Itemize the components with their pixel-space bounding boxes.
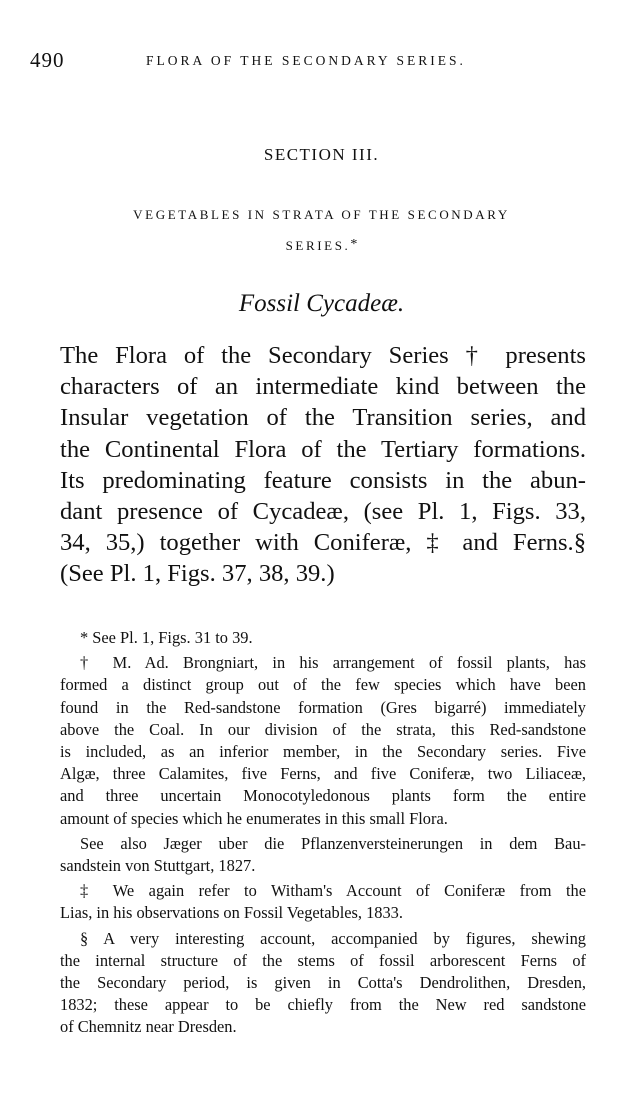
body-line: (See Pl. 1, Figs. 37, 38, 39.)	[60, 560, 335, 588]
footnote-2-line: is included, as an inferior member, in the Secondary series. Five	[60, 742, 586, 762]
footnote-3-line: ‡ We again refer to Witham's Account of Coniferæ from the	[80, 881, 586, 901]
section-heading	[60, 200, 583, 261]
footnote-2-line: † M. Ad. Brongniart, in his arrangement of fossil plants, has	[80, 653, 586, 673]
footnote-4-line: the Secondary period, is given in Cotta's Dendrolithen, Dresden,	[60, 973, 586, 993]
footnote-2-continuation-line: sandstein von Stuttgart, 1827.	[60, 856, 256, 876]
footnote-2-continuation-line: See also Jæger uber die Pflanzenversteinerungen in dem Bau-	[80, 833, 586, 853]
body-line: characters of an intermediate kind between the	[60, 373, 586, 401]
section-heading-line-1: VEGETABLES IN STRATA OF THE SECONDARY	[133, 207, 510, 222]
footnote-2-line: formed a distinct group out of the few species which have been	[60, 675, 586, 695]
body-line: The Flora of the Secondary Series † presents	[60, 342, 586, 369]
page-number: 490	[30, 48, 65, 72]
section-heading-line-2	[60, 230, 583, 261]
footnote-2-line: found in the Red-sandstone formation (Gres bigarré) immediately	[60, 697, 586, 717]
footnote-4-line: 1832; these appear to be chiefly from the New red sandstone	[60, 995, 586, 1015]
footnotes	[60, 627, 586, 1039]
footnote-4-line: of Chemnitz near Dresden.	[60, 1017, 237, 1037]
footnote-4-line: § A very interesting account, accompanied by figures, shewing	[80, 928, 586, 948]
running-title: FLORA OF THE SECONDARY SERIES.	[146, 53, 466, 68]
section-subtitle: Fossil Cycadeæ.	[238, 290, 405, 317]
footnote-4-line: the internal structure of the stems of fossil arborescent Ferns of	[60, 950, 586, 970]
body-paragraph	[60, 340, 586, 590]
body-line: 34, 35,) together with Coniferæ, ‡ and Ferns.§	[60, 529, 586, 557]
section-heading-line-2-text: SERIES.	[285, 238, 351, 253]
footnote-2-line: Algæ, three Calamites, five Ferns, and five Coniferæ, two Liliaceæ,	[60, 764, 586, 784]
footnote-marker: *	[350, 237, 358, 252]
body-line: Its predominating feature consists in the abun-	[60, 466, 586, 494]
body-line: dant presence of Cycadeæ, (see Pl. 1, Figs. 33,	[60, 498, 586, 526]
footnote-1: * See Pl. 1, Figs. 31 to 39.	[80, 628, 253, 647]
body-line: Insular vegetation of the Transition series, and	[60, 404, 586, 432]
footnote-2-line: amount of species which he enumerates in this small Flora.	[60, 808, 448, 828]
section-label: SECTION III.	[263, 145, 380, 164]
footnote-2-line: above the Coal. In our division of the strata, this Red-sandstone	[60, 719, 586, 739]
footnote-3-line: Lias, in his observations on Fossil Vegetables, 1833.	[60, 903, 403, 923]
footnote-2-line: and three uncertain Monocotyledonous plants form the entire	[60, 786, 586, 806]
running-head	[30, 48, 610, 76]
body-line: the Continental Flora of the Tertiary formations.	[60, 435, 586, 463]
